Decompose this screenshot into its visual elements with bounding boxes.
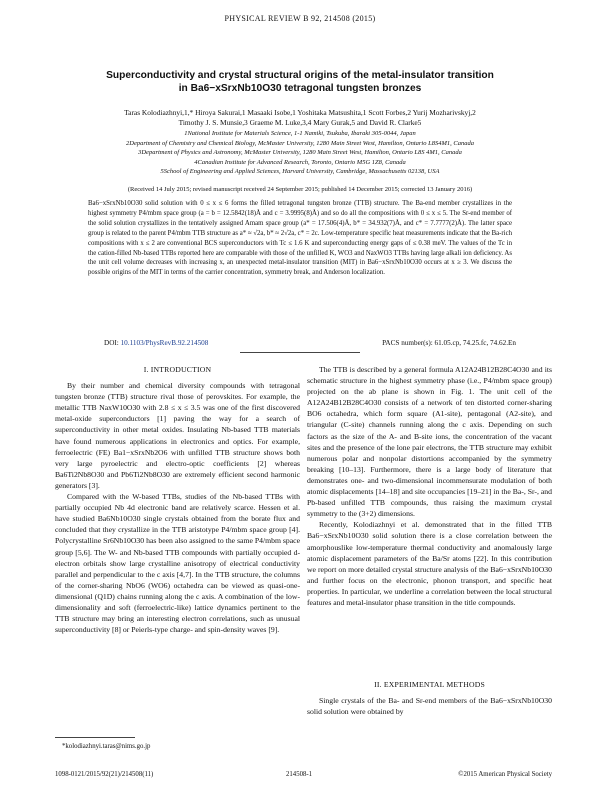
methods-section <box>307 680 552 717</box>
abstract-divider <box>240 352 360 353</box>
doi-link[interactable]: 10.1103/PhysRevB.92.214508 <box>120 339 209 347</box>
intro-paragraph-1: By their number and chemical diversity compounds with tetragonal tungsten bronze (TTB) structure rival those of perovskites. For example, the metallic TTB NaxW10O30 with 2.8 ≤ x ≤ 3.5 was one of the first discovered metal-oxide superconductors [1] paving the way for a search of superconductivity in other metal oxides. Insulating Nb-based TTB materials have found numerous applications in electronics and optics. For example, ferroelectric (FE) Ba1−xSrxNb2O6 with unfilled TTB structure shows both very large pyroelectric and electro-optic coefficients [2] whereas Ba6Ti2Nb8O30 and Pb6Ti2Nb8O30 are extremely efficient second harmonic generators [3]. <box>55 381 300 490</box>
footer-issn: 1098-0121/2015/92(21)/214508(11) <box>55 771 154 778</box>
corresponding-email[interactable]: *kolodiazhnyi.taras@nims.go.jp <box>62 743 151 750</box>
methods-paragraph-1: Single crystals of the Ba- and Sr-end members of the Ba6−xSrxNb10O30 solid solution were obtained by <box>307 696 552 717</box>
doi-label: DOI: <box>104 339 119 347</box>
author-line-1: Taras Kolodiazhnyi,1,* Hiroya Sakurai,1 Masaaki Isobe,1 Yoshitaka Matsushita,1 Scott Forbes,2 Yurij Mozharivskyj,2 <box>124 108 476 117</box>
footer-copyright: ©2015 American Physical Society <box>458 771 552 778</box>
intro-heading: I. INTRODUCTION <box>143 365 212 374</box>
doi-line <box>104 339 208 347</box>
title-line-1: Superconductivity and crystal structural origins of the metal-insulator transition <box>106 70 494 81</box>
footnote-divider <box>55 737 135 738</box>
footer-page-number: 214508-1 <box>286 771 313 778</box>
publication-dates: (Received 14 July 2015; revised manuscript received 24 September 2015; published 14 December 2015; corrected 13 January 2016) <box>127 186 473 193</box>
affiliation-5: 5School of Engineering and Applied Sciences, Harvard University, Cambridge, Massachusetts 02138, USA <box>160 168 440 176</box>
affiliation-2: 2Department of Chemistry and Chemical Biology, McMaster University, 1280 Main Street West, Hamilton, Ontario L8S4M1, Canada <box>126 139 474 147</box>
pacs-numbers: PACS number(s): 61.05.cp, 74.25.fc, 74.62.En <box>382 339 516 347</box>
author-line-2: Timothy J. S. Munsie,3 Graeme M. Luke,3,4 Mary Gurak,5 and David R. Clarke5 <box>178 118 422 127</box>
affiliation-3: 3Department of Physics and Astronomy, McMaster University, 1280 Main Street West, Hamilton, Ontario L8S 4M1, Canada <box>138 149 462 157</box>
left-column <box>55 364 300 635</box>
intro-paragraph-2: Compared with the W-based TTBs, studies of the Nb-based TTBs with partially occupied Nb 4d electronic band are relatively scarce. Hessen et al. have studied Ba6Nb10O30 single crystals obtained from the borate flux and concluded that they crystallize in the TTB aristotype P4/mbm space group [4]. Polycrystalline Sr6Nb10O30 has been also assigned to the same P4/mbm space group [5,6]. The W- and Nb-based TTB compounds with partially occupied d-electron orbitals show large crystalline anisotropy of electrical conductivity parallel and perpendicular to the c axis [4,7]. In the TTB structure, the columns of the corner-sharing NbO6 (WO6) octahedra can be viewed as quasi-one-dimensional (Q1D) chains running along the c axis. A combination of the low-dimensionality and soft (ferroelectric-like) lattice dynamics pertinent to the TTB structure may bring an interesting electron correlations, such as unusual superconductivity [8] or Peierls-type charge- and spin-density waves [9]. <box>55 492 300 635</box>
intro-paragraph-4: Recently, Kolodiazhnyi et al. demonstrated that in the filled TTB Ba6−xSrxNb10O30 solid solution there is a close correlation between the amorphouslike low-temperature thermal conductivity and anomalously large atomic displacement parameters of the Ba/Sr atoms [22]. In this contribution we report on more detailed crystal structure analysis of the Ba6−xSrxNb10O30 and further focus on the electronic, phonon transport, and specific heat properties. In particular, we underline a correlation between the local structural features and metal-insulator phase transition in the title compounds. <box>307 520 552 607</box>
intro-paragraph-3: The TTB is described by a general formula A12A24B12B28C4O30 and its schematic structure in the highest symmetry phase (i.e., P4/mbm space group) projected on the ab plane is shown in Fig. 1. The unit cell of the A12A24B12B28C4O30 consists of a network of ten distorted corner-sharing BO6 octahedra, which form square (A1-site), pentagonal (A2-site), and triangular (C-site) channels running along the c axis. Depending on such factors as the size of the A- and B-site ions, the concentration of the vacant sites and the presence of the lone pair electrons, the TTB structure may exhibit numerous polar and nonpolar distortions accompanied by the symmetry breaking [10–13]. Furthermore, there is a large body of literature that demonstrates one- and two-dimensional incommensurate modulation of both atomic displacements [14–18] and site occupancies [19–21] in the Ba-, Sr-, and Pb-based unfilled TTB compounds, thus raising the maximum crystal symmetry to the (3+2) dimensions. <box>307 365 552 519</box>
affiliation-4: 4Canadian Institute for Advanced Research, Toronto, Ontario M5G 1Z8, Canada <box>194 158 406 166</box>
paper-title <box>60 69 540 95</box>
methods-heading: II. EXPERIMENTAL METHODS <box>374 680 485 689</box>
right-column <box>307 364 552 608</box>
author-list <box>55 108 545 128</box>
affiliation-1: 1National Institute for Materials Science, 1-1 Namiki, Tsukuba, Ibaraki 305-0044, Japan <box>184 130 416 137</box>
title-line-2: in Ba6−xSrxNb10O30 tetragonal tungsten bronzes <box>178 83 422 94</box>
abstract: Ba6−xSrxNb10O30 solid solution with 0 ≤ x ≤ 6 forms the filled tetragonal tungsten bronze (TTB) structure. The Ba-end member crystallizes in the highest symmetry P4/mbm space group (a = b = 12.5842(18)Å and c = 3.9995(8)Å) and so do all the compositions with 0 ≤ x ≤ 5. The Sr-end member of the solid solution crystallizes in the tentatively assigned Amam space group (a* = 17.506(4)Å, b* = 34.932(7)Å, and c* = 7.7777(2)Å). The latter space group is related to the parent P4/mbm TTB structure as a* ≈ √2a, b* ≈ 2√2a, c* = 2c. Low-temperature specific heat measurements indicate that the Ba-rich compositions with x ≤ 2 are conventional BCS superconductors with Tc ≤ 1.6 K and superconducting energy gaps of ≤ 0.38 meV. The values of the Tc in the cation-filled Nb-based TTBs reported here are comparable with those of the unfilled K, WO3 and NaxWO3 TTBs having large alkali ion deficiency. As the unit cell volume decreases with increasing x, an unexpected metal-insulator transition (MIT) in Ba6−xSrxNb10O30 occurs at x ≥ 3. We discuss the possible origins of the MIT in terms of the carrier concentration, symmetry break, and Anderson localization. <box>88 200 512 277</box>
affiliations <box>55 129 545 177</box>
journal-header: PHYSICAL REVIEW B 92, 214508 (2015) <box>224 14 376 23</box>
